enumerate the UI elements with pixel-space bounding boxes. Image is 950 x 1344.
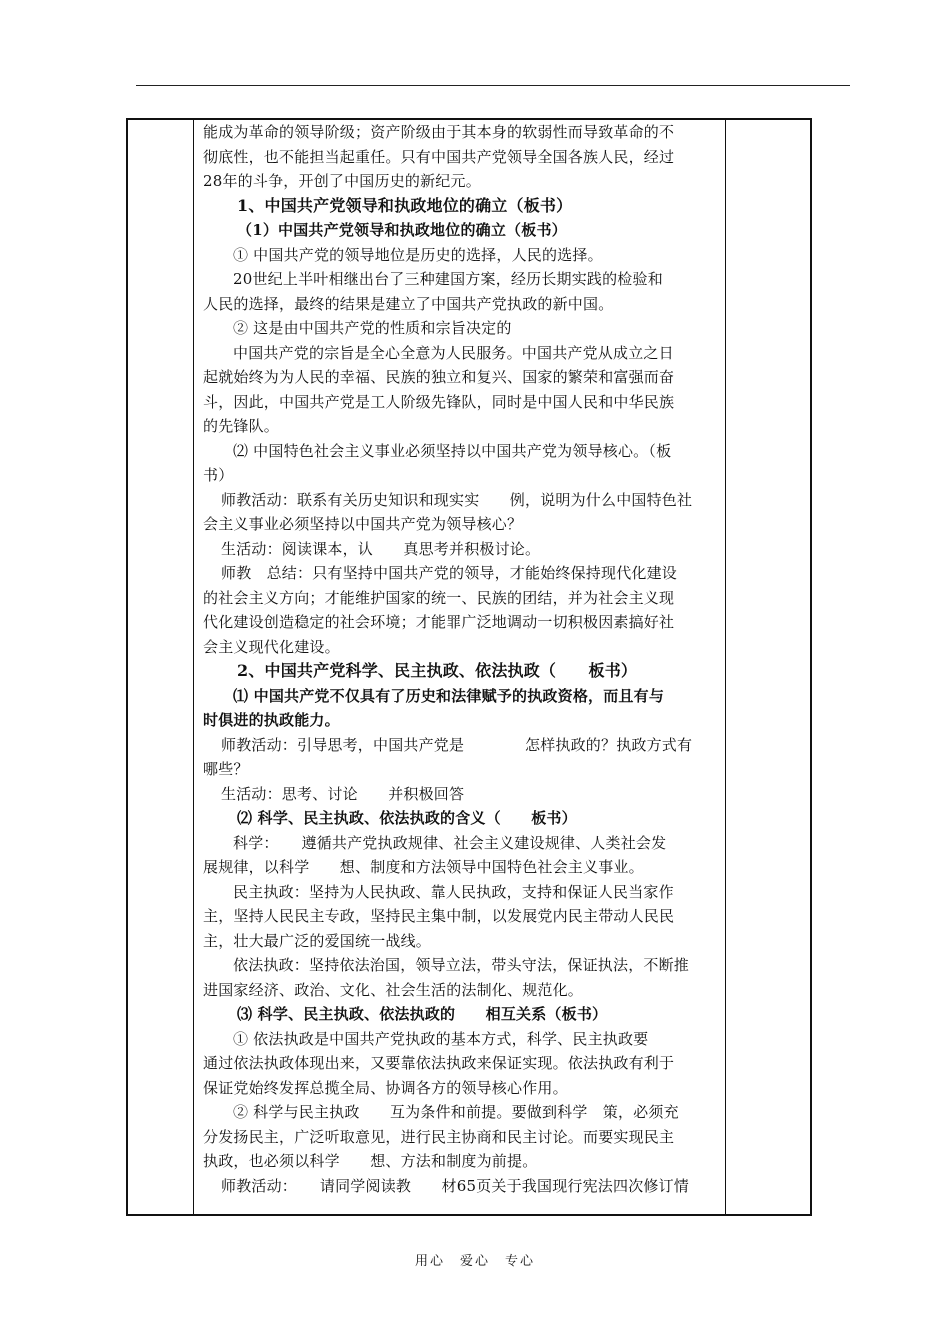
text-line: ⑵ 科学、民主执政、依法执政的含义（ 板书） [237,809,577,827]
text-line: 人民的选择，最终的结果是建立了中国共产党执政的新中国。 [203,294,614,313]
text-line: 科学： 遵循共产党执政规律、社会主义建设规律、人类社会发 [233,833,667,852]
text-line: 会主义事业必须坚持以中国共产党为领导核心？ [203,515,523,533]
text-line: 执政，也必须以科学 想、方法和制度为前提。 [203,1152,538,1170]
text-line: 28年的斗争，开创了中国历史的新纪元。 [203,172,481,190]
text-line: ② 科学与民主执政 互为条件和前提。要做到科学 策，必须充 [233,1103,679,1121]
text-line: 师教活动：联系有关历史知识和现实实 例，说明为什么中国特色社 [221,490,693,509]
text-line: 1、中国共产党领导和执政地位的确立（板书） [237,195,573,215]
text-line: ⑶ 科学、民主执政、依法执政的 相互关系（板书） [237,1005,608,1023]
text-line: 主，壮大最广泛的爱国统一战线。 [203,931,432,950]
text-line: 生活动：阅读课本，认 真思考并积极讨论。 [221,539,541,558]
text-line: 通过依法执政体现出来，又要靠依法执政来保证实现。依法执政有利于 [203,1054,675,1072]
text-line: 书） [203,466,234,484]
text-line: 的社会主义方向；才能维护国家的统一、民族的团结，并为社会主义现 [203,588,675,607]
text-line: 师教活动： 请同学阅读教 材65页关于我国现行宪法四次修订情 [221,1176,689,1195]
text-line: 依法执政：坚持依法治国，领导立法，带头守法，保证执法，不断推 [233,956,690,974]
text-line: 分发扬民主，广泛听取意见，进行民主协商和民主讨论。而要实现民主 [203,1127,675,1146]
text-line: ① 依法执政是中国共产党执政的基本方式，科学、民主执政要 [233,1029,649,1048]
text-line: 展规律，以科学 想、制度和方法领导中国特色社会主义事业。 [203,858,644,876]
text-line: 哪些？ [203,760,249,778]
text-line: （1）中国共产党领导和执政地位的确立（板书） [237,221,567,239]
lesson-content [203,120,717,1198]
text-line: 彻底性，也不能担当起重任。只有中国共产党领导全国各族人民，经过 [203,147,675,166]
text-line: 2、中国共产党科学、民主执政、依法执政（ 板书） [237,661,638,680]
column-divider-right [725,120,726,1214]
text-line: 斗，因此，中国共产党是工人阶级先锋队，同时是中国人民和中华民族 [203,392,675,411]
text-line: 民主执政：坚持为人民执政、靠人民执政，支持和保证人民当家作 [233,882,674,901]
text-line: ② 这是由中国共产党的性质和宗旨决定的 [233,319,512,337]
text-line: 中国共产党的宗旨是全心全意为人民服务。中国共产党从成立之日 [233,343,674,362]
text-line: 会主义现代化建设。 [203,637,340,656]
text-line: ⑴ 中国共产党不仅具有了历史和法律赋予的执政资格，而且有与 [233,686,665,705]
text-line: 能成为革命的领导阶级；资产阶级由于其本身的软弱性而导致革命的不 [203,123,675,141]
text-line: 起就始终为为人民的幸福、民族的独立和复兴、国家的繁荣和富强而奋 [203,368,675,386]
text-line: 主，坚持人民民主专政，坚持民主集中制，以发展党内民主带动人民民 [203,907,675,925]
text-line: ① 中国共产党的领导地位是历史的选择，人民的选择。 [233,245,603,264]
page-footer: 用心 爱心 专心 [414,1254,535,1269]
text-line: 生活动：思考、讨论 并积极回答 [221,784,465,803]
text-line: 代化建设创造稳定的社会环境；才能罪广泛地调动一切积极因素搞好社 [203,613,675,631]
text-line: 20世纪上半叶相继出台了三种建国方案，经历长期实践的检验和 [233,270,663,288]
text-line: 师教 总结：只有坚持中国共产党的领导，才能始终保持现代化建设 [221,564,678,582]
text-line: 保证党始终发挥总揽全局、协调各方的领导核心作用。 [203,1078,568,1097]
column-divider-left [193,120,194,1214]
text-line: 师教活动：引导思考，中国共产党是 怎样执政的？执政方式有 [221,735,693,754]
text-line: 进国家经济、政治、文化、社会生活的法制化、规范化。 [203,980,584,999]
text-line: 时俱进的执政能力。 [203,711,340,729]
text-line: ⑵ 中国特色社会主义事业必须坚持以中国共产党为领导核心。（板 [233,441,672,460]
text-line: 的先锋队。 [203,417,280,435]
header-rule [136,85,850,86]
